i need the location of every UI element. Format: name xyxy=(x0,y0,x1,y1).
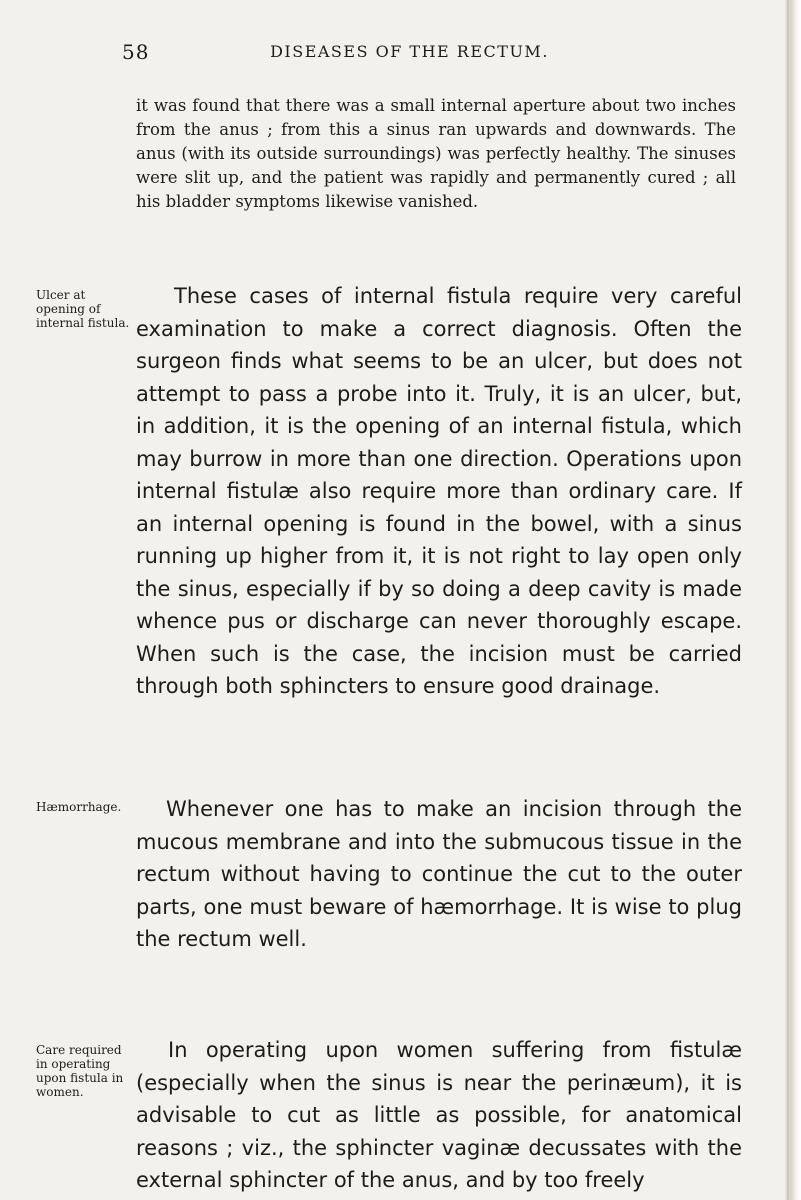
continuation-paragraph: it was found that there was a small internal aperture about two inches from the anus ; from this a sinus ran upwards and downwards. The anus (with its outside surroundings) was perfectly healthy. The sinuses were slit up, and the patient was rapidly and permanently cured ; all his bladder symptoms likewise vanished. xyxy=(136,96,736,211)
side-note-care-in-women: Care required in operating upon fistula in women. xyxy=(36,1043,124,1099)
paragraph-haemorrhage: Whenever one has to make an incision through the mucous membrane and into the submucous tissue in the rectum without having to continue the cut to the outer parts, one must beware of hæmorrhage. It is wise to plug the rectum well. xyxy=(136,797,742,951)
page-edge-line xyxy=(787,0,789,1200)
page-header xyxy=(0,40,801,70)
paragraph-fistula-in-women: In operating upon women suffering from fistulæ (especially when the sinus is near the perinæum), it is advisable to cut as little as possible, for anatomical reasons ; viz., the sphincter vaginæ decussates with the external sphincter of the anus, and by too freely xyxy=(136,1038,742,1192)
page-number: 58 xyxy=(122,40,150,64)
side-note-haemorrhage: Hæmorrhage. xyxy=(36,800,122,814)
side-note-ulcer-fistula: Ulcer at opening of internal fistula. xyxy=(36,288,130,330)
paragraph-internal-fistula: These cases of internal fistula require very careful examination to make a correct diagnosis. Often the surgeon finds what seems to be an ulcer, but does not attempt to pass a probe into it. Truly, it is an ulcer, but, in addition, it is the opening of an internal fistula, which may burrow in more than one direction. Operations upon internal fistulæ also require more than ordinary care. If an internal opening is found in the bowel, with a sinus running up higher from it, it is not right to lay open only the sinus, especially if by so doing a deep cavity is made whence pus or discharge can never thoroughly escape. When such is the case, the incision must be carried through both sphincters to ensure good drainage. xyxy=(136,284,742,698)
running-title: DISEASES OF THE RECTUM. xyxy=(270,42,549,61)
